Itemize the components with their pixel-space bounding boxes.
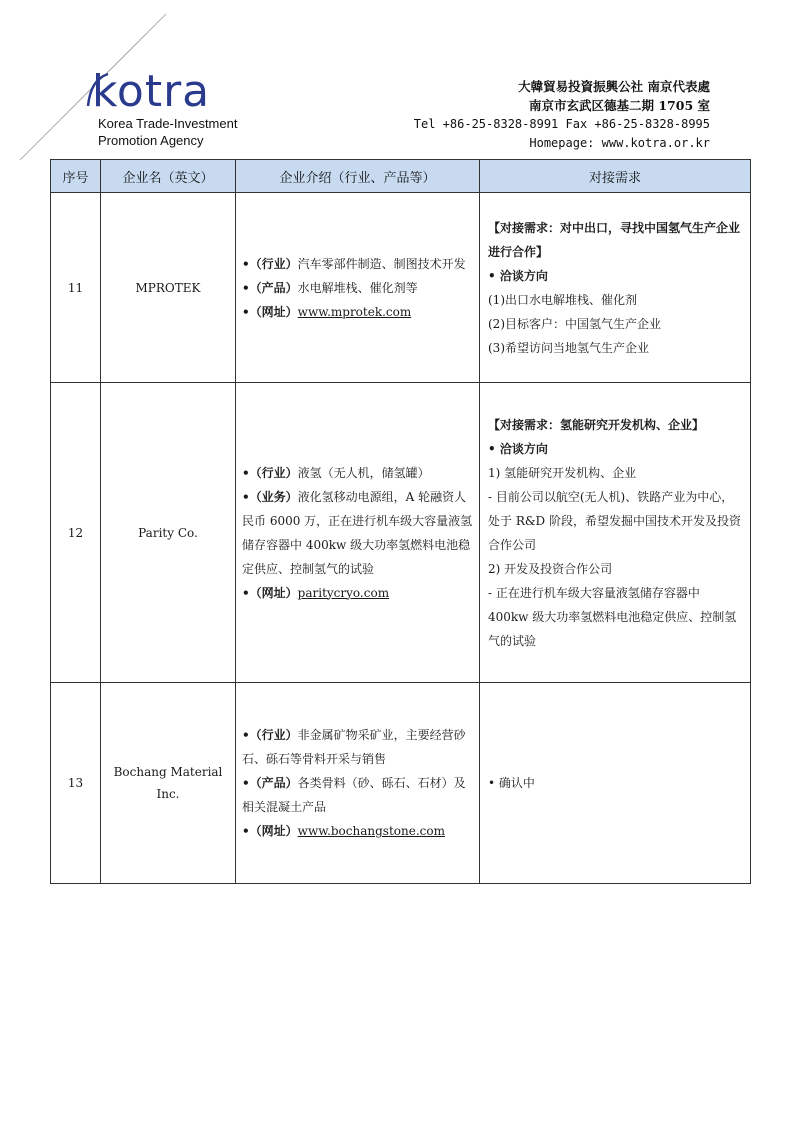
intro-item: •（行业）液氢（无人机，储氢罐） [242,465,430,480]
needs-line: (3)希望访问当地氢气生产企业 [488,340,649,355]
needs-line: • 确认中 [488,776,535,790]
company-needs [480,683,751,884]
website-link[interactable]: www.mprotek.com [297,304,412,319]
intro-item: •（网址）paritycryo.com [242,585,390,600]
office-address: 南京市玄武区德基二期 1705 室 [529,98,710,113]
logo-swoosh-icon [82,72,112,108]
company-intro [236,383,480,683]
logo-wordmark: kotra [92,66,211,117]
company-needs [480,193,751,383]
company-name: MPROTEK [101,193,236,383]
company-name: Parity Co. [101,383,236,683]
kotra-logo [92,66,238,148]
tel-fax: Tel +86-25-8328-8991 Fax +86-25-8328-8995 [413,117,710,131]
intro-item: •（网址）www.mprotek.com [242,304,412,319]
col-header-name: 企业名（英文） [101,160,236,193]
col-header-no: 序号 [51,160,101,193]
intro-item: •（产品）各类骨料（砂、砾石、石材）及相关混凝土产品 [242,776,466,814]
row-number: 12 [51,383,101,683]
needs-header: 【对接需求：对中出口，寻找中国氢气生产企业进行合作】 [488,220,741,259]
col-header-intro: 企业介绍（行业、产品等） [236,160,480,193]
col-header-needs: 对接需求 [480,160,751,193]
company-intro [236,193,480,383]
row-number: 13 [51,683,101,884]
needs-line: 1) 氢能研究开发机构、企业 [488,465,637,480]
company-name: Bochang Material Inc. [101,683,236,884]
table-header-row [51,160,751,193]
table-row [51,383,751,683]
website-link[interactable]: www.bochangstone.com [297,824,445,838]
needs-subheading: • 洽谈方向 [488,268,548,283]
needs-line: - 目前公司以航空(无人机)、铁路产业为中心，处于 R&D 阶段，希望发掘中国技术开发及投资合作公司 [488,489,741,552]
needs-line: (1)出口水电解堆栈、催化剂 [488,292,637,307]
needs-line: (2)目标客户：中国氢气生产企业 [488,316,661,331]
logo-subtitle-1: Korea Trade-Investment [98,116,238,131]
intro-item: •（产品）水电解堆栈、催化剂等 [242,280,418,295]
table-row [51,683,751,884]
table-row [51,193,751,383]
intro-item: •（行业）汽车零部件制造、制图技术开发 [242,256,466,271]
company-table [50,159,751,884]
needs-line: 2) 开发及投资合作公司 [488,561,613,576]
needs-header: 【对接需求：氢能研究开发机构、企业】 [488,417,705,432]
intro-item: •（业务）液化氢移动电源组，A 轮融资人民币 6000 万，正在进行机车级大容量液氢储存容器中 400kw 级大功率氢燃料电池稳定供应、控制氢气的试验 [242,489,473,576]
company-needs [480,383,751,683]
company-intro [236,683,480,884]
org-name: 大韓貿易投資振興公社 南京代表處 [518,79,710,94]
logo-subtitle-2: Promotion Agency [98,133,204,148]
intro-item: •（行业）非金属矿物采矿业，主要经营砂石、砾石等骨料开采与销售 [242,728,466,766]
needs-line: - 正在进行机车级大容量液氢储存容器中 400kw 级大功率氢燃料电池稳定供应、控制氢气的试验 [488,585,737,648]
website-link[interactable]: paritycryo.com [297,585,390,600]
row-number: 11 [51,193,101,383]
needs-subheading: • 洽谈方向 [488,441,548,456]
homepage: Homepage: www.kotra.or.kr [529,136,710,150]
intro-item: •（网址）www.bochangstone.com [242,824,445,838]
office-address-block [414,77,710,153]
